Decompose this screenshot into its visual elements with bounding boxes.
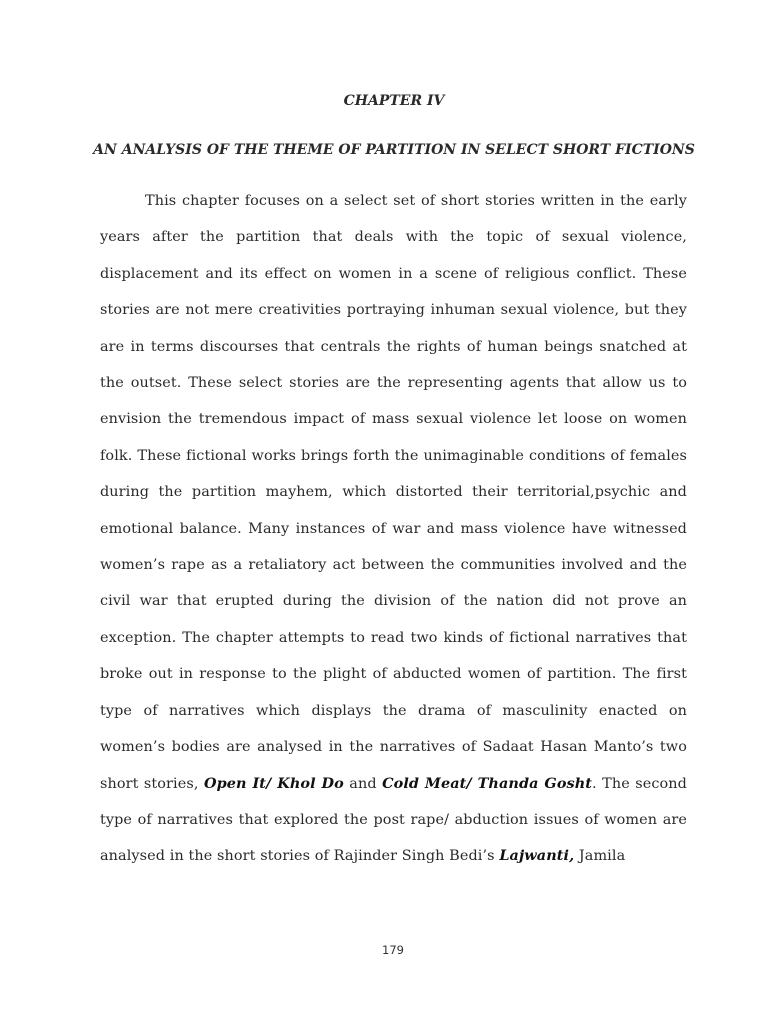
- paragraph-text: . The second type of narratives that explored the post rape/ abduction issues of women are analysed in the short stories of Rajinder Singh Bedi’s: [100, 775, 687, 865]
- chapter-label: CHAPTER IV: [343, 93, 445, 109]
- story-title-thanda-gosht: Cold Meat/ Thanda Gosht: [382, 774, 593, 792]
- paragraph-text: Jamila: [578, 848, 626, 865]
- chapter-title: AN ANALYSIS OF THE THEME OF PARTITION IN SELECT SHORT FICTIONS: [93, 142, 695, 158]
- story-title-khol-do: Open It/ Khol Do: [203, 774, 344, 792]
- paragraph-text: and: [349, 775, 377, 792]
- story-title-lajwanti: Lajwanti,: [499, 847, 575, 865]
- paragraph-text: This chapter focuses on a select set of short stories written in the early years after the partition that deals with the topic of sexual violence, displacement and its effect on women in a scene of religious conflict. These stories are not mere creativities portraying inhuman sexual violence, but they are in terms discourses that centrals the rights of human beings snatched at the outset. These select stories are the representing agents that allow us to envision the tremendous impact of mass sexual violence let loose on women folk. These fictional works brings forth the unimaginable conditions of females during the partition mayhem, which distorted their territorial,psychic and emotional balance. Many instances of war and mass violence have witnessed women’s rape as a retaliatory act between the communities involved and the civil war that erupted during the division of the nation did not prove an exception. The chapter attempts to read two kinds of fictional narratives that broke out in response to the plight of abducted women of partition. The first type of narratives which displays the drama of masculinity enacted on women’s bodies are analysed in the narratives of Sadaat Hasan Manto’s two short stories,: [100, 193, 687, 792]
- body-paragraph: [100, 183, 687, 875]
- page-number: 179: [382, 943, 404, 957]
